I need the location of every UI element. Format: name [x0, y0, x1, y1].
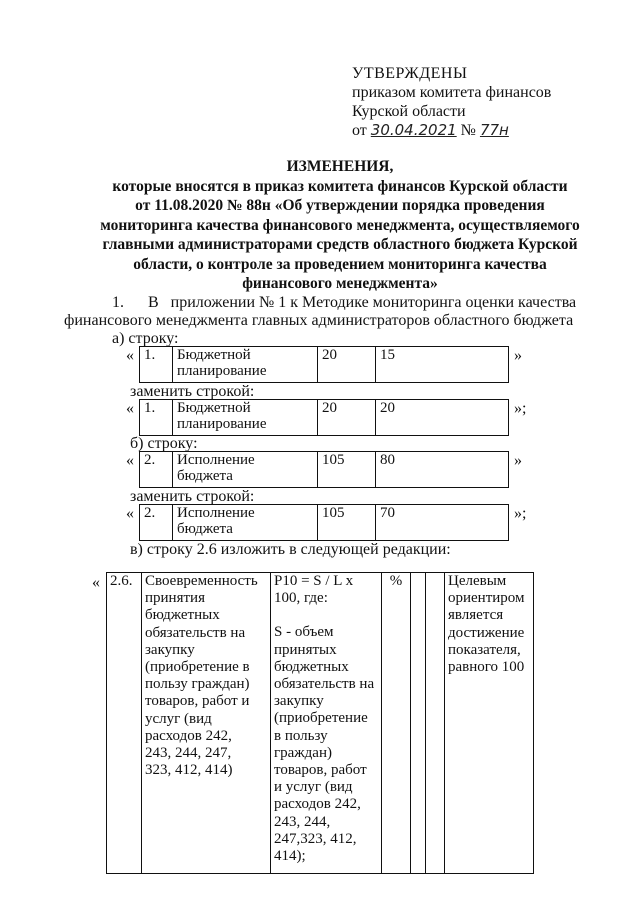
open-quote: «: [126, 505, 134, 522]
label-replace-1: заменить строкой:: [130, 383, 255, 400]
approval-line2: Курской области: [352, 103, 466, 120]
row-number: 2.: [140, 505, 173, 541]
row-name: Бюджетной планирование: [173, 347, 318, 383]
table-row-2-6: [106, 572, 534, 874]
document-title: [60, 157, 620, 294]
table-row-b-replacement: [139, 504, 509, 541]
title-line: которые вносятся в приказ комитета финансов Курской области: [112, 177, 568, 195]
open-quote: «: [126, 452, 134, 469]
title-line: финансового менеджмента»: [242, 275, 438, 292]
handwritten-number: 77н: [479, 121, 509, 139]
row-name: Бюджетной планирование: [173, 400, 318, 436]
title-line: главными администраторами средств областного бюджета Курской: [102, 236, 578, 253]
empty-cell: [426, 573, 445, 874]
title-line: мониторинга качества финансового менеджмента, осуществляемого: [100, 216, 580, 234]
label-a: а) строку:: [112, 330, 179, 347]
close-quote: »: [514, 452, 522, 469]
row-name: Исполнение бюджета: [173, 452, 318, 488]
close-quote: »: [514, 347, 522, 364]
unit: %: [382, 573, 411, 874]
indicator-name: Своевременность принятия бюджетных обязательств на закупку (приобретение в пользу граждан) товаров, работ и услуг (вид расходов 242, 243, 244, 247, 323, 412, 414): [142, 573, 271, 874]
paragraph-1-line2: финансового менеджмента главных администраторов областного бюджета: [64, 312, 574, 329]
row-value-1: 105: [318, 505, 376, 541]
row-number: 2.6.: [107, 573, 142, 874]
row-value-2: 20: [376, 400, 509, 436]
table-row-a: [139, 346, 509, 383]
open-quote: «: [126, 347, 134, 364]
row-number: 2.: [140, 452, 173, 488]
number-prefix: №: [460, 122, 476, 139]
close-quote: »;: [514, 400, 527, 417]
row-value-2: 80: [376, 452, 509, 488]
label-b: б) строку:: [130, 435, 198, 452]
target-value: Целевым ориентиром является достижение показателя, равного 100: [445, 573, 534, 874]
row-value-1: 105: [318, 452, 376, 488]
row-value-2: 15: [376, 347, 509, 383]
open-quote: «: [126, 400, 134, 417]
formula: P10 = S / L x 100, где: S - объем принятых бюджетных обязательств на закупку (приобретение в пользу граждан) товаров, работ и услуг (вид расходов 242, 243, 244, 247,323, 412, 414);: [271, 573, 382, 874]
label-replace-2: заменить строкой:: [130, 488, 255, 505]
handwritten-date: 30.04.2021: [370, 121, 457, 139]
table-row-a-replacement: [139, 399, 509, 436]
row-value-1: 20: [318, 400, 376, 436]
title-heading: ИЗМЕНЕНИЯ,: [286, 158, 394, 175]
row-number: 1.: [140, 347, 173, 383]
empty-cell: [411, 573, 426, 874]
row-value-2: 70: [376, 505, 509, 541]
title-line: от 11.08.2020 № 88н «Об утверждении порядка проведения: [135, 197, 545, 214]
row-value-1: 20: [318, 347, 376, 383]
title-line: области, о контроле за проведением мониторинга качества: [133, 255, 547, 273]
approval-block: [352, 64, 551, 140]
row-name: Исполнение бюджета: [173, 505, 318, 541]
approval-date-line: [352, 121, 551, 140]
paragraph-1-line1: 1. В приложении № 1 к Методике мониторинга оценки качества: [112, 294, 577, 311]
row-number: 1.: [140, 400, 173, 436]
approval-line1: приказом комитета финансов: [352, 84, 552, 101]
close-quote: »;: [514, 505, 527, 522]
table-row-b: [139, 451, 509, 488]
label-c: в) строку 2.6 изложить в следующей редакции:: [130, 541, 451, 558]
date-prefix: от: [352, 122, 367, 139]
approval-heading: УТВЕРЖДЕНЫ: [352, 65, 468, 82]
open-quote: «: [92, 574, 100, 591]
